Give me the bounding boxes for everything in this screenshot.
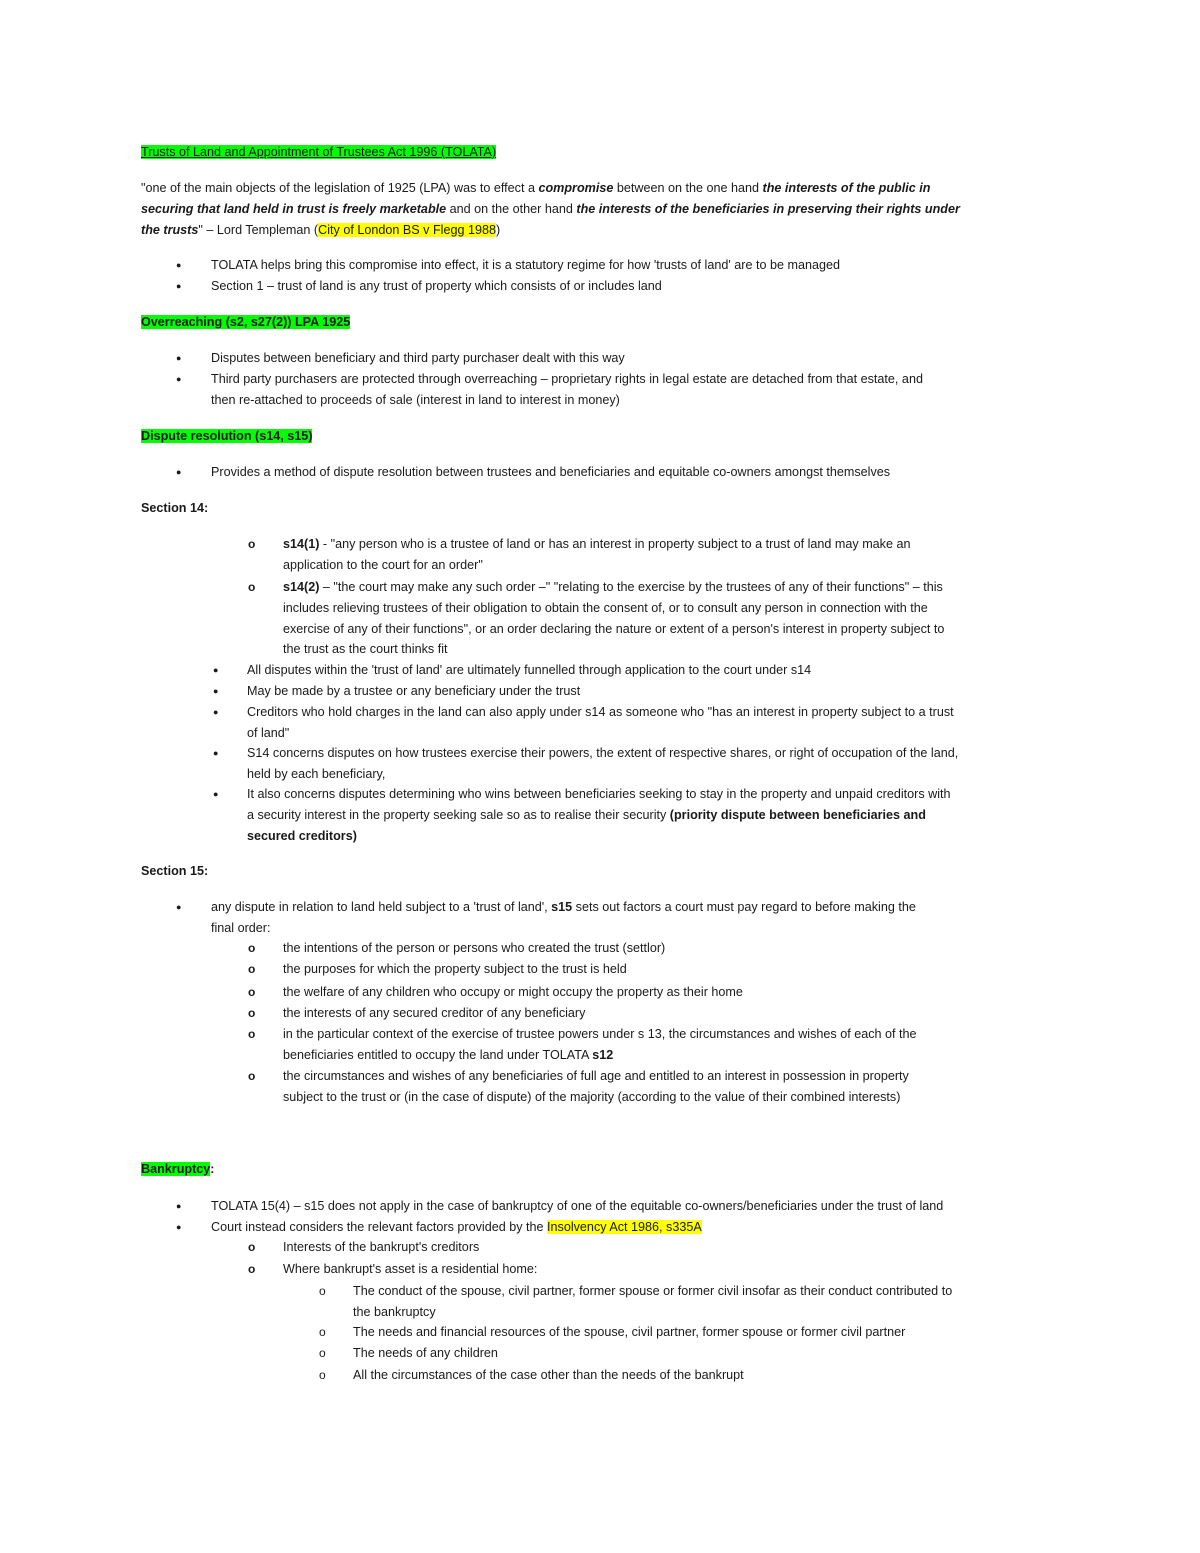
list-item: TOLATA helps bring this compromise into effect, it is a statutory regime for how 'trusts of land' are to be managed: [211, 258, 840, 272]
sub-item: Where bankrupt's asset is a residential home:: [283, 1262, 538, 1276]
list-item-continued: of land": [247, 726, 290, 740]
circle-bullet-icon: o: [248, 1240, 256, 1254]
section15-intro-line-2: final order:: [211, 921, 271, 935]
tolata-quote-line-2: securing that land held in trust is freely marketable and on the other hand the interests of the beneficiaries in preserving their rights under: [141, 202, 960, 216]
circle-bullet-icon: o: [248, 1262, 256, 1276]
sub-item: Interests of the bankrupt's creditors: [283, 1240, 480, 1254]
list-item: Third party purchasers are protected through overreaching – proprietary rights in legal estate are detached from that estate, and: [211, 372, 923, 386]
circle-bullet-icon: o: [248, 941, 256, 955]
section15-heading: Section 15:: [141, 864, 209, 878]
list-item: It also concerns disputes determining who wins between beneficiaries seeking to stay in the property and unpaid creditors with: [247, 787, 951, 801]
tolata-heading: Trusts of Land and Appointment of Trustees Act 1996 (TOLATA): [141, 145, 497, 159]
list-item: Provides a method of dispute resolution between trustees and beneficiaries and equitable co-owners amongst themselves: [211, 465, 891, 479]
overreaching-heading: Overreaching (s2, s27(2)) LPA 1925: [141, 315, 351, 329]
section15-intro-line-1: any dispute in relation to land held subject to a 'trust of land', s15 sets out factors a court must pay regard to before making the: [211, 900, 916, 914]
s14-2-line-2: includes relieving trustees of their obligation to obtain the consent of, or to consult any person in connection with the: [283, 601, 928, 615]
sub-sub-item: The needs and financial resources of the spouse, civil partner, former spouse or former civil partner: [353, 1325, 906, 1339]
bankruptcy-heading: Bankruptcy:: [141, 1162, 215, 1176]
list-item: S14 concerns disputes on how trustees exercise their powers, the extent of respective shares, or right of occupation of the land,: [247, 746, 959, 760]
sub-sub-item: The needs of any children: [353, 1346, 498, 1360]
factor-item: the circumstances and wishes of any beneficiaries of full age and entitled to an interest in possession in property: [283, 1069, 909, 1083]
factor-item: the interests of any secured creditor of any beneficiary: [283, 1006, 586, 1020]
list-item: TOLATA 15(4) – s15 does not apply in the case of bankruptcy of one of the equitable co-owners/beneficiaries under the trust of land: [211, 1199, 944, 1213]
bullet-icon: ●: [213, 789, 219, 799]
list-item-continued: held by each beneficiary,: [247, 767, 386, 781]
bullet-icon: ●: [176, 260, 182, 270]
circle-bullet-icon: o: [248, 580, 256, 594]
list-item: Section 1 – trust of land is any trust of property which consists of or includes land: [211, 279, 662, 293]
list-item: Creditors who hold charges in the land can also apply under s14 as someone who "has an interest in property subject to a trust: [247, 705, 954, 719]
bullet-icon: ●: [176, 353, 182, 363]
tolata-quote-line-3: the trusts" – Lord Templeman (City of London BS v Flegg 1988): [141, 223, 501, 237]
bullet-icon: ●: [176, 374, 182, 384]
factor-item-continued: beneficiaries entitled to occupy the land under TOLATA s12: [283, 1048, 614, 1062]
factor-item-continued: subject to the trust or (in the case of dispute) of the majority (according to the value of their combined interests): [283, 1090, 901, 1104]
dispute-heading: Dispute resolution (s14, s15): [141, 429, 313, 443]
s14-2-line-3: exercise of any of their functions", or an order declaring the nature or extent of a person's interest in property subject to: [283, 622, 945, 636]
s14-2-line-1: s14(2) – "the court may make any such order –" "relating to the exercise by the trustees of any of their functions" – this: [283, 580, 943, 594]
bullet-icon: ●: [176, 467, 182, 477]
list-item-continued: then re-attached to proceeds of sale (interest in land to interest in money): [211, 393, 620, 407]
section14-heading: Section 14:: [141, 501, 209, 515]
factor-item: the intentions of the person or persons who created the trust (settlor): [283, 941, 666, 955]
bullet-icon: ●: [176, 1201, 182, 1211]
list-item: All disputes within the 'trust of land' are ultimately funnelled through application to the court under s14: [247, 663, 812, 677]
bullet-icon: ●: [213, 665, 219, 675]
list-item: Court instead considers the relevant factors provided by the Insolvency Act 1986, s335A: [211, 1220, 702, 1234]
bullet-icon: ●: [176, 1222, 182, 1232]
s14-2-line-4: the trust as the court thinks fit: [283, 642, 448, 656]
circle-bullet-icon: o: [319, 1325, 326, 1339]
circle-bullet-icon: o: [248, 962, 256, 976]
circle-bullet-icon: o: [248, 985, 256, 999]
bullet-icon: ●: [176, 902, 182, 912]
s14-1-line-2: application to the court for an order": [283, 558, 483, 572]
circle-bullet-icon: o: [248, 1006, 256, 1020]
sub-sub-item: The conduct of the spouse, civil partner, former spouse or former civil insofar as their conduct contributed to: [353, 1284, 953, 1298]
list-item-continued: a security interest in the property seeking sale so as to realise their security (priority dispute between beneficiaries and: [247, 808, 926, 822]
bullet-icon: ●: [176, 281, 182, 291]
bullet-icon: ●: [213, 707, 219, 717]
statute-citation: Insolvency Act 1986, s335A: [547, 1220, 702, 1234]
case-citation: City of London BS v Flegg 1988: [318, 223, 496, 237]
tolata-quote-line-1: "one of the main objects of the legislation of 1925 (LPA) was to effect a compromise between on the one hand the interests of the public in: [141, 181, 931, 195]
bullet-icon: ●: [213, 748, 219, 758]
circle-bullet-icon: o: [248, 1069, 256, 1083]
circle-bullet-icon: o: [319, 1368, 326, 1382]
circle-bullet-icon: o: [319, 1284, 326, 1298]
factor-item: the purposes for which the property subject to the trust is held: [283, 962, 627, 976]
circle-bullet-icon: o: [248, 1027, 256, 1041]
list-item: Disputes between beneficiary and third party purchaser dealt with this way: [211, 351, 625, 365]
s14-1-line-1: s14(1) - "any person who is a trustee of land or has an interest in property subject to a trust of land may make an: [283, 537, 911, 551]
factor-item: the welfare of any children who occupy or might occupy the property as their home: [283, 985, 743, 999]
list-item-continued: secured creditors): [247, 829, 357, 843]
circle-bullet-icon: o: [248, 537, 256, 551]
sub-sub-item-continued: the bankruptcy: [353, 1305, 436, 1319]
bullet-icon: ●: [213, 686, 219, 696]
list-item: May be made by a trustee or any beneficiary under the trust: [247, 684, 581, 698]
sub-sub-item: All the circumstances of the case other than the needs of the bankrupt: [353, 1368, 744, 1382]
factor-item: in the particular context of the exercise of trustee powers under s 13, the circumstances and wishes of each of the: [283, 1027, 917, 1041]
circle-bullet-icon: o: [319, 1346, 326, 1360]
